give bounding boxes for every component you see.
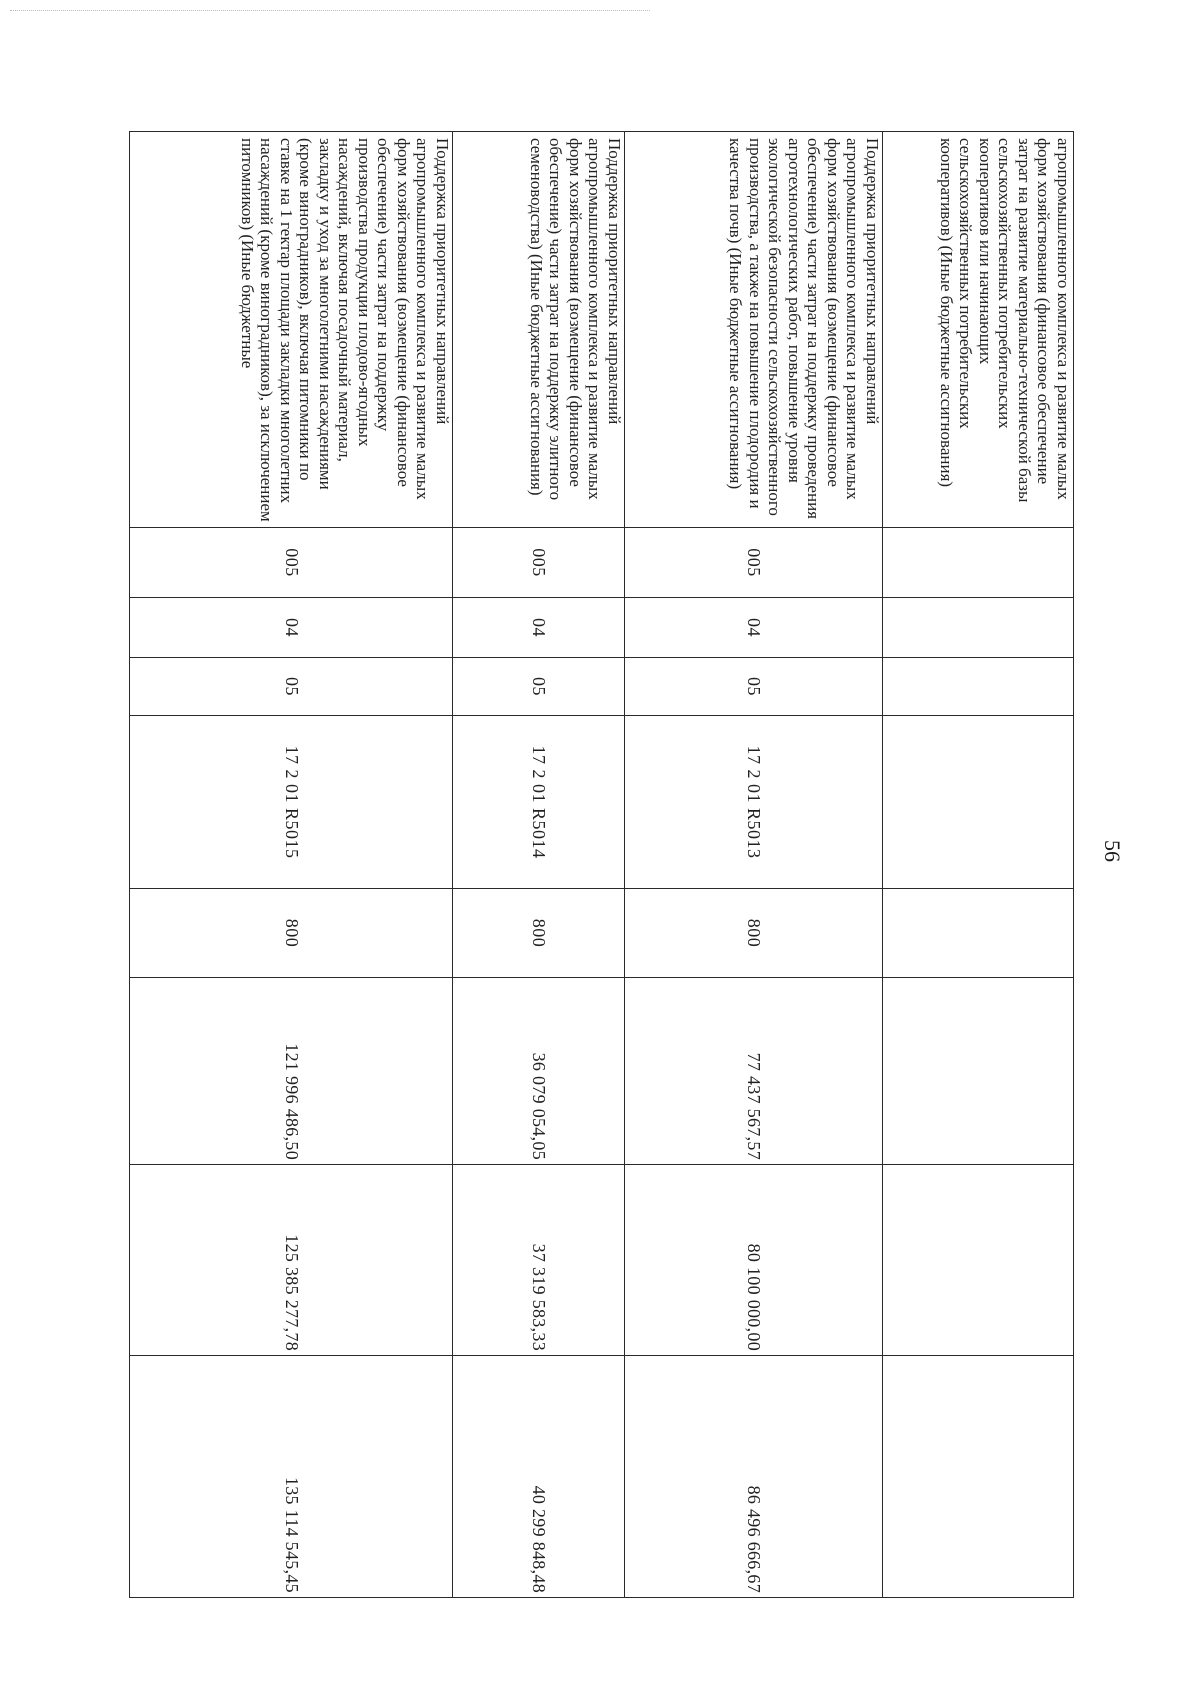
- table-row: [130, 132, 453, 1598]
- rotated-table-content: [130, 131, 1074, 1597]
- target-article-code: 17 2 01 R5015: [130, 716, 453, 889]
- section-code: 04: [625, 598, 883, 658]
- expense-type-code: 800: [130, 889, 453, 978]
- amount-year-1: 36 079 054,05: [453, 978, 625, 1165]
- subsection-code: 05: [130, 658, 453, 716]
- scan-edge-artifact: [10, 10, 650, 11]
- amount-year-1: 77 437 567,57: [625, 978, 883, 1165]
- amount-year-3: 135 114 545,45: [130, 1356, 453, 1598]
- expense-type-code: 800: [625, 889, 883, 978]
- section-code: 04: [130, 598, 453, 658]
- target-article-code: [883, 716, 1074, 889]
- target-article-code: 17 2 01 R5014: [453, 716, 625, 889]
- rotated-table-frame: [130, 131, 1074, 1597]
- amount-year-1: 121 996 486,50: [130, 978, 453, 1165]
- table-row: [883, 132, 1074, 1598]
- ministry-code: 005: [130, 528, 453, 598]
- page-number: 56: [1100, 840, 1125, 862]
- row-description: Поддержка приоритетных направлений агропромышленного комплекса и развитие малых форм хозяйствования (возмещение (финансовое обеспечение) части затрат на поддержку производства продукции плодово-ягодных насаждений, включая посадочный материал, закладку и уход за многолетними насаждениями (кроме виноградников), включая питомники по ставке на 1 гектар площади закладки многолетних насаждений (кроме виноградников), за исключением питомников) (Иные бюджетные: [130, 132, 453, 528]
- amount-year-2: 125 385 277,78: [130, 1165, 453, 1356]
- row-description: Поддержка приоритетных направлений агропромышленного комплекса и развитие малых форм хозяйствования (возмещение (финансовое обеспечение) части затрат на поддержку проведения агротехнологических работ, повышение уровня экологической безопасности сельскохозяйственного производства, а также на повышение плодородия и качества почв) (Иные бюджетные ассигнования): [625, 132, 883, 528]
- expense-type-code: [883, 889, 1074, 978]
- amount-year-2: 80 100 000,00: [625, 1165, 883, 1356]
- row-description: агропромышленного комплекса и развитие малых форм хозяйствования (финансовое обеспечение затрат на развитие материально-технической базы сельскохозяйственных потребительских кооперативов или начинающих сельскохозяйственных потребительских кооперативов) (Иные бюджетные ассигнования): [883, 132, 1074, 528]
- amount-year-3: [883, 1356, 1074, 1598]
- ministry-code: 005: [625, 528, 883, 598]
- table-row: [625, 132, 883, 1598]
- amount-year-1: [883, 978, 1074, 1165]
- amount-year-2: 37 319 583,33: [453, 1165, 625, 1356]
- expense-type-code: 800: [453, 889, 625, 978]
- subsection-code: [883, 658, 1074, 716]
- amount-year-3: 40 299 848,48: [453, 1356, 625, 1598]
- row-description: Поддержка приоритетных направлений агропромышленного комплекса и развитие малых форм хозяйствования (возмещение (финансовое обеспечение) части затрат на поддержку элитного семеноводства) (Иные бюджетные ассигнования): [453, 132, 625, 528]
- table-row: [453, 132, 625, 1598]
- subsection-code: 05: [453, 658, 625, 716]
- budget-allocation-table: [129, 131, 1074, 1598]
- section-code: [883, 598, 1074, 658]
- section-code: 04: [453, 598, 625, 658]
- ministry-code: 005: [453, 528, 625, 598]
- amount-year-2: [883, 1165, 1074, 1356]
- subsection-code: 05: [625, 658, 883, 716]
- amount-year-3: 86 496 666,67: [625, 1356, 883, 1598]
- target-article-code: 17 2 01 R5013: [625, 716, 883, 889]
- ministry-code: [883, 528, 1074, 598]
